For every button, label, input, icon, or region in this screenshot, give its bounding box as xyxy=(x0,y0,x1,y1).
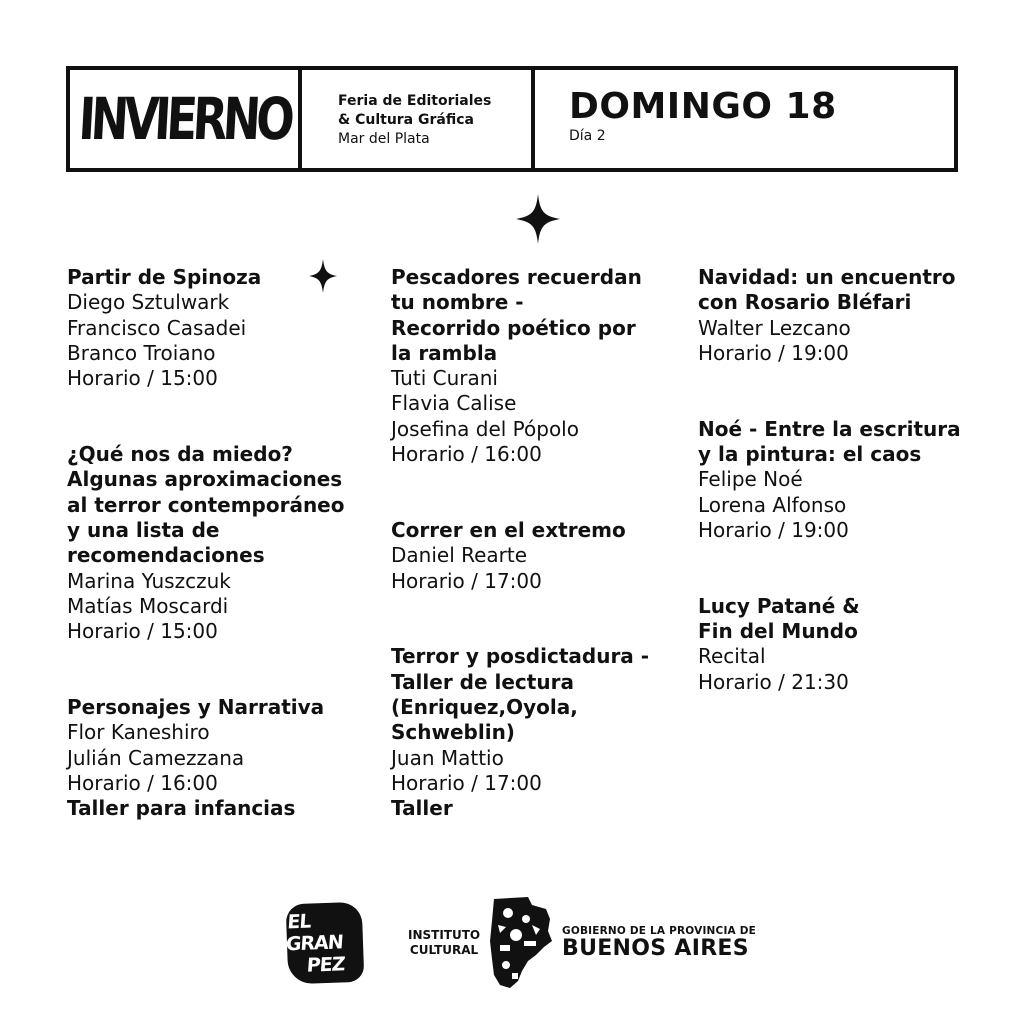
instituto-line2: CULTURAL xyxy=(409,943,479,957)
event-title: Fin del Mundo xyxy=(698,619,858,644)
event-block xyxy=(391,644,671,821)
sparkle-icon xyxy=(516,194,560,244)
event-person: Matías Moscardi xyxy=(67,593,229,618)
event-title: Correr en el extremo xyxy=(391,517,626,542)
event-block xyxy=(67,265,357,391)
event-title: y una lista de xyxy=(67,517,220,542)
event-schedule: Horario / 21:30 xyxy=(698,669,849,694)
instituto-line1: INSTITUTO xyxy=(408,928,481,942)
schedule-column-3 xyxy=(698,265,988,695)
event-title: tu nombre - xyxy=(391,290,524,315)
event-title: Taller de lectura xyxy=(391,669,574,694)
event-block xyxy=(391,518,671,594)
event-title: ¿Qué nos da miedo? xyxy=(67,442,293,467)
event-person: Julián Camezzana xyxy=(67,745,245,770)
event-schedule: Horario / 19:00 xyxy=(698,340,849,365)
event-schedule: Horario / 15:00 xyxy=(67,366,218,391)
event-title: Partir de Spinoza xyxy=(67,265,262,289)
event-schedule: Horario / 15:00 xyxy=(67,619,218,644)
day-title: DOMINGO 18 xyxy=(569,86,837,127)
schedule-column-2 xyxy=(391,265,671,822)
event-title: Recorrido poético por xyxy=(391,315,636,340)
event-schedule: Horario / 16:00 xyxy=(67,770,218,795)
event-title: y la pintura: el caos xyxy=(698,442,922,467)
event-person: Flor Kaneshiro xyxy=(67,720,210,745)
event-person: Flavia Calise xyxy=(391,391,517,416)
invierno-logo xyxy=(70,70,302,168)
event-title: con Rosario Bléfari xyxy=(698,290,912,315)
event-person: Branco Troiano xyxy=(67,340,216,365)
event-title: Schweblin) xyxy=(391,720,515,745)
event-person: Lorena Alfonso xyxy=(698,492,847,517)
event-person: Diego Sztulwark xyxy=(67,290,230,315)
event-person: Marina Yuszczuk xyxy=(67,568,231,593)
event-person: Felipe Noé xyxy=(698,467,803,492)
event-person: Recital xyxy=(698,644,766,669)
event-block xyxy=(698,417,988,543)
gobierno-line1: GOBIERNO DE LA PROVINCIA DE xyxy=(562,925,757,937)
day-subtitle: Día 2 xyxy=(569,128,606,144)
gran-pez-line2: PEZ xyxy=(306,953,346,977)
event-person: Francisco Casadei xyxy=(67,315,247,340)
event-tag: Taller para infancias xyxy=(67,796,296,821)
event-title: Lucy Patané & xyxy=(698,593,860,618)
province-map-icon xyxy=(488,895,554,990)
event-person: Tuti Curani xyxy=(391,366,498,391)
gran-pez-line1: EL GRAN xyxy=(285,910,344,956)
invierno-logo-text: INVIERNO xyxy=(76,85,292,153)
el-gran-pez-logo xyxy=(286,902,365,985)
event-schedule: Horario / 16:00 xyxy=(391,442,542,467)
event-title: al terror contemporáneo xyxy=(67,492,345,517)
event-title: recomendaciones xyxy=(67,543,265,568)
event-person: Daniel Rearte xyxy=(391,543,528,568)
event-block xyxy=(698,594,988,695)
fair-name-line2: & Cultura Gráfica xyxy=(338,112,474,128)
event-title: Navidad: un encuentro xyxy=(698,265,956,289)
gobierno-line2: BUENOS AIRES xyxy=(562,936,749,961)
gobierno-logo xyxy=(562,925,756,961)
event-title: Terror y posdictadura - xyxy=(391,644,650,669)
event-schedule: Horario / 19:00 xyxy=(698,517,849,542)
instituto-cultural-logo xyxy=(408,928,480,958)
fair-info xyxy=(302,70,535,168)
fair-location: Mar del Plata xyxy=(338,131,430,147)
event-title: Pescadores recuerdan xyxy=(391,265,642,289)
event-block xyxy=(698,265,988,366)
event-block xyxy=(391,265,671,467)
event-title: Noé - Entre la escritura xyxy=(698,416,961,441)
event-title: Personajes y Narrativa xyxy=(67,695,325,720)
event-title: Algunas aproximaciones xyxy=(67,467,343,492)
footer-logos xyxy=(0,895,1024,990)
event-person: Josefina del Pópolo xyxy=(391,416,579,441)
event-title: (Enriquez,Oyola, xyxy=(391,695,578,720)
event-block xyxy=(67,695,357,821)
header-box xyxy=(66,66,958,172)
event-block xyxy=(67,442,357,644)
event-person: Juan Mattio xyxy=(391,745,504,770)
event-title: la rambla xyxy=(391,340,498,365)
fair-name-line1: Feria de Editoriales xyxy=(338,93,492,109)
event-tag: Taller xyxy=(391,796,453,821)
event-person: Walter Lezcano xyxy=(698,315,851,340)
schedule-column-1 xyxy=(67,265,357,822)
event-schedule: Horario / 17:00 xyxy=(391,568,542,593)
event-schedule: Horario / 17:00 xyxy=(391,770,542,795)
day-info xyxy=(535,70,954,168)
